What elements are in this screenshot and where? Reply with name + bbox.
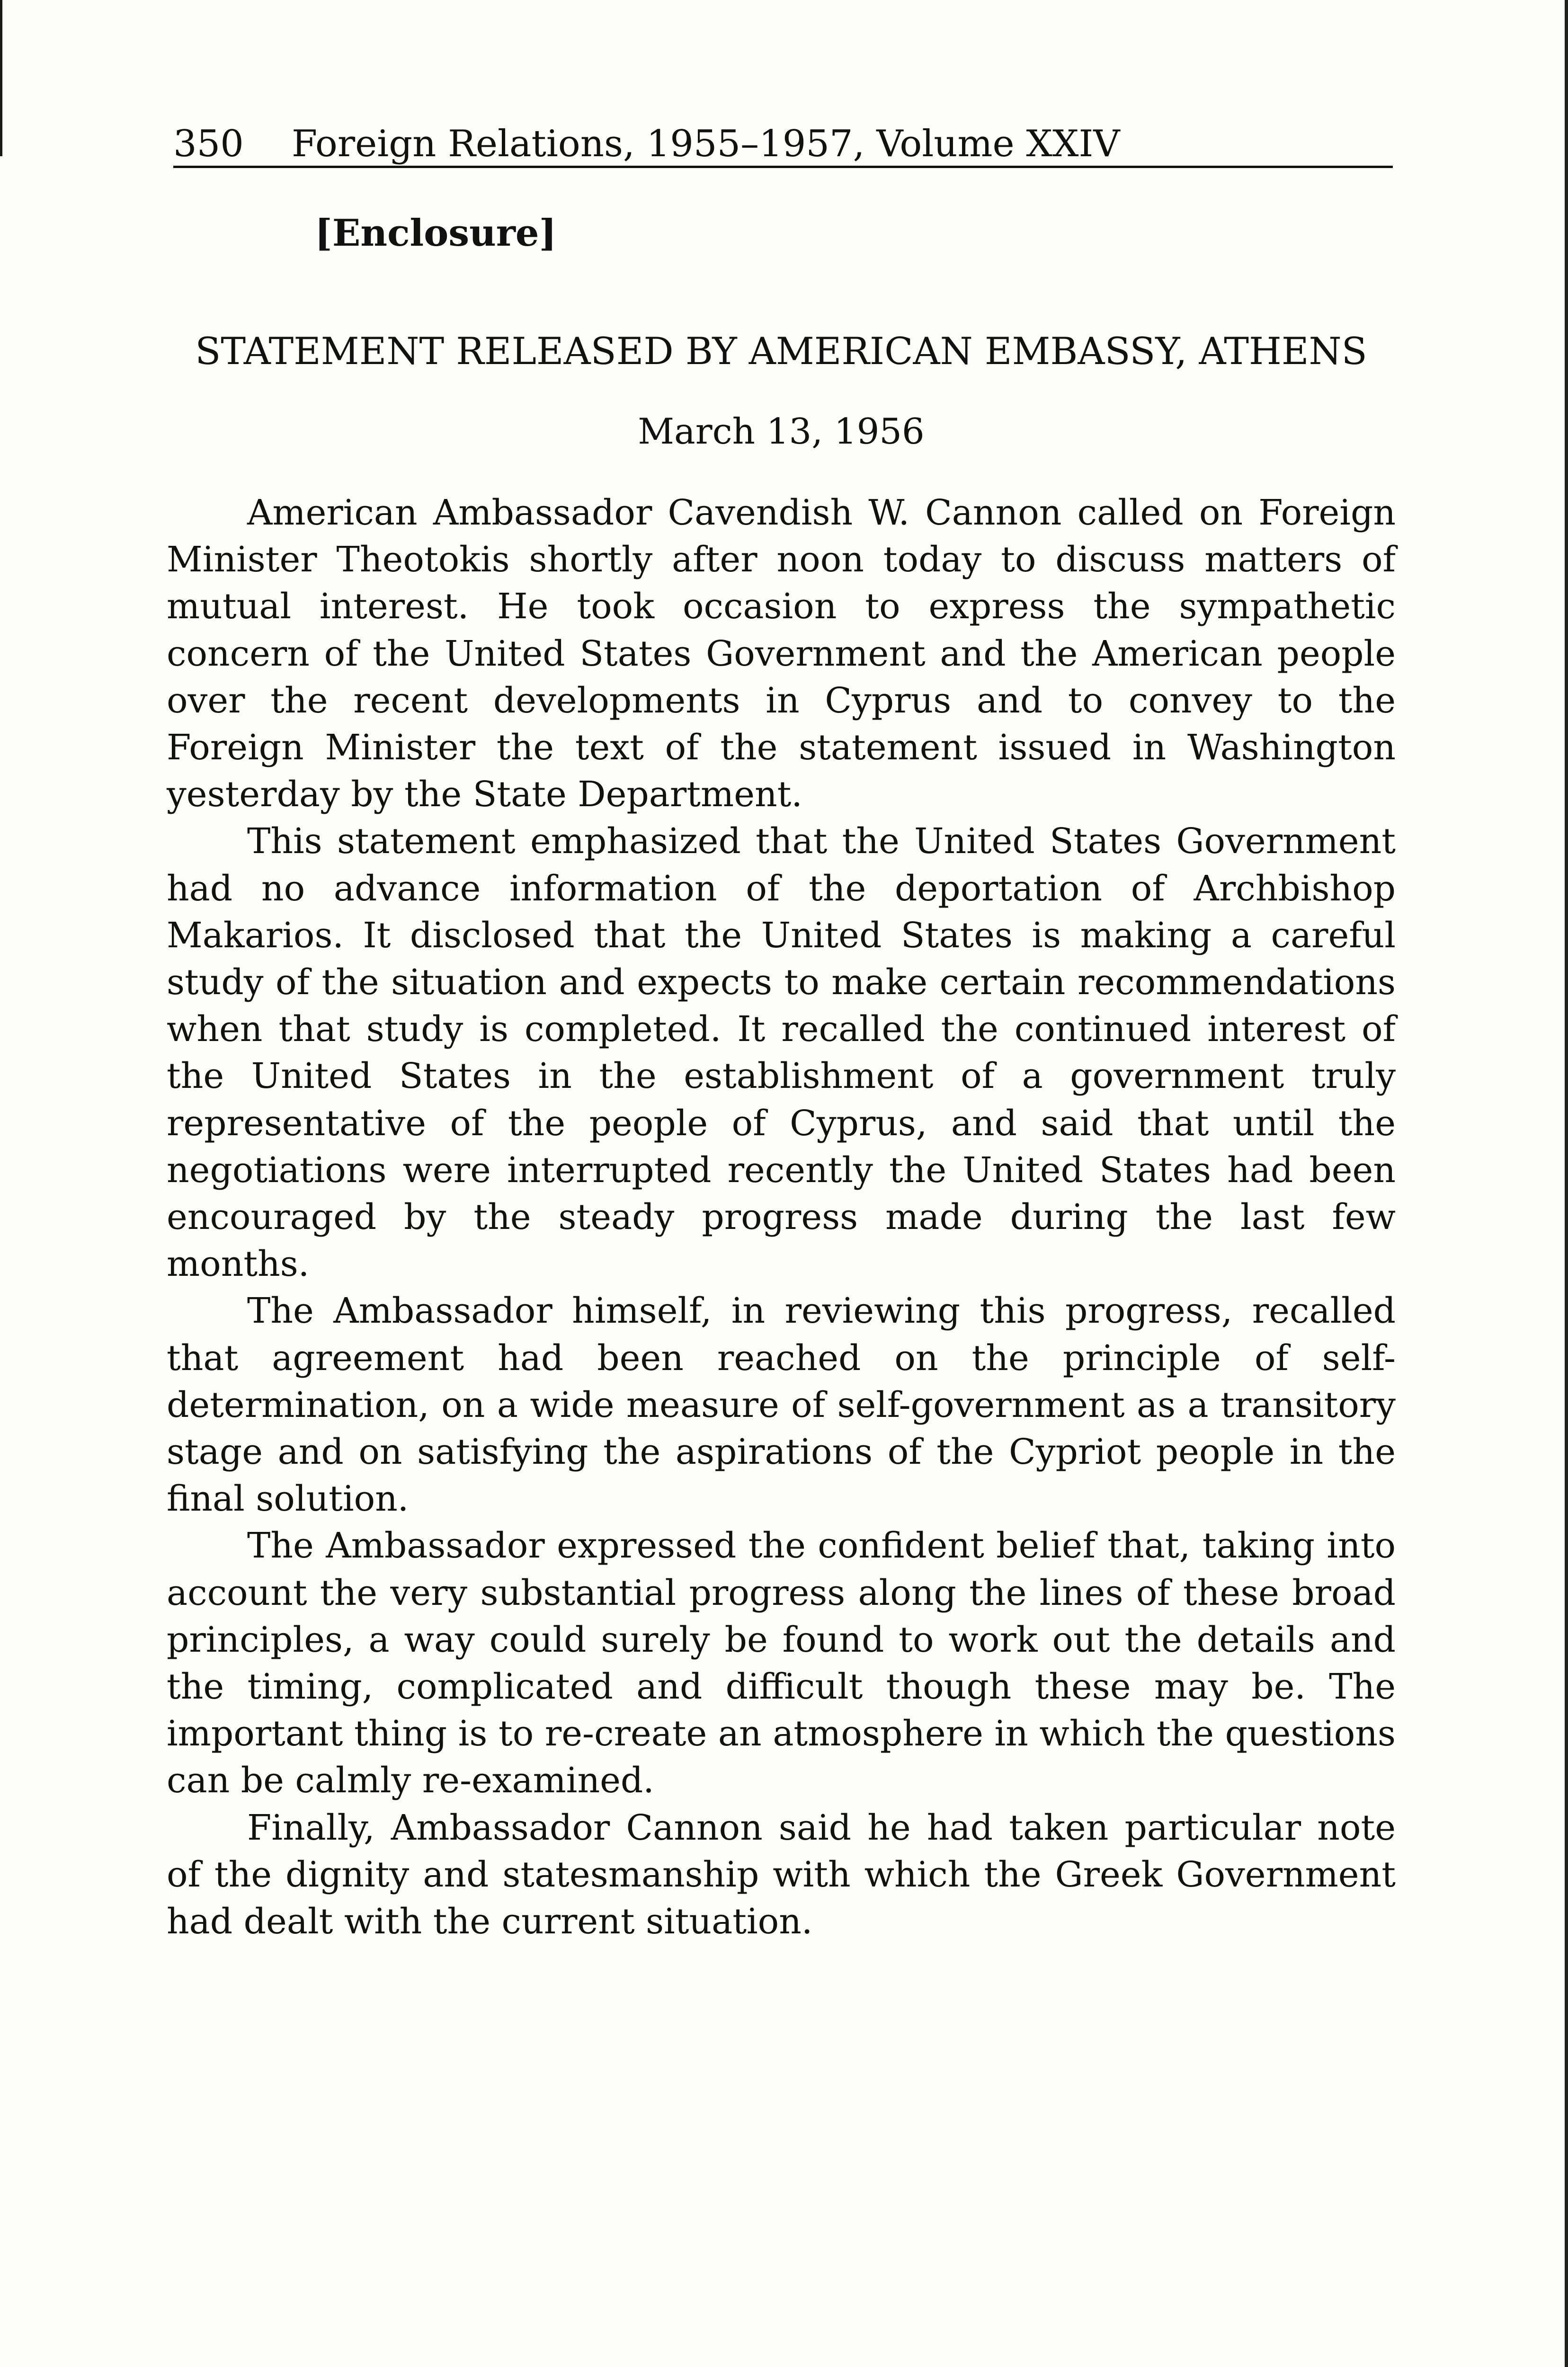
scan-left-edge <box>0 0 2 156</box>
paragraph: American Ambassador Cavendish W. Cannon called on Foreign Minister Theotokis shortly after noon today to discuss matters of mutual interest. He took occasion to express the sympathetic concern of the United States Government and the American people over the recent developments in Cyprus and to convey to the Foreign Minister the text of the statement issued in Washington yesterday by the State Department. <box>167 492 1396 815</box>
enclosure-label: [Enclosure] <box>315 212 557 255</box>
paragraph: Finally, Ambassador Cannon said he had taken particular note of the dignity and statesmanship with which the Greek Government had dealt with the current situation. <box>167 1807 1396 1942</box>
statement-title: STATEMENT RELEASED BY AMERICAN EMBASSY, ATHENS <box>195 329 1367 373</box>
paragraph: This statement emphasized that the United States Government had no advance information of the deportation of Archbishop Makarios. It disclosed that the United States is making a careful study of the situation and expects to make certain recommendations when that study is completed. It recalled the continued interest of the United States in the establishment of a government truly representative of the people of Cyprus, and said that until the negotiations were interrupted recently the United States had been encouraged by the steady progress made during the last few months. <box>167 821 1396 1285</box>
running-header <box>173 122 1393 168</box>
paragraph: The Ambassador expressed the confident belief that, taking into account the very substantial progress along the lines of these broad principles, a way could surely be found to work out the details and the timing, complicated and difficult though these may be. The important thing is to re-create an atmosphere in which the questions can be calmly re-examined. <box>167 1525 1396 1801</box>
statement-body <box>167 489 1396 1945</box>
scan-right-edge <box>1565 0 1568 2367</box>
statement-date: March 13, 1956 <box>638 410 925 452</box>
page-number: 350 <box>173 123 244 165</box>
running-title: Foreign Relations, 1955–1957, Volume XXIV <box>292 123 1120 165</box>
paragraph: The Ambassador himself, in reviewing this progress, recalled that agreement had been reached on the principle of self-determination, on a wide measure of self-government as a transitory stage and on satisfying the aspirations of the Cypriot people in the final solution. <box>167 1290 1396 1520</box>
